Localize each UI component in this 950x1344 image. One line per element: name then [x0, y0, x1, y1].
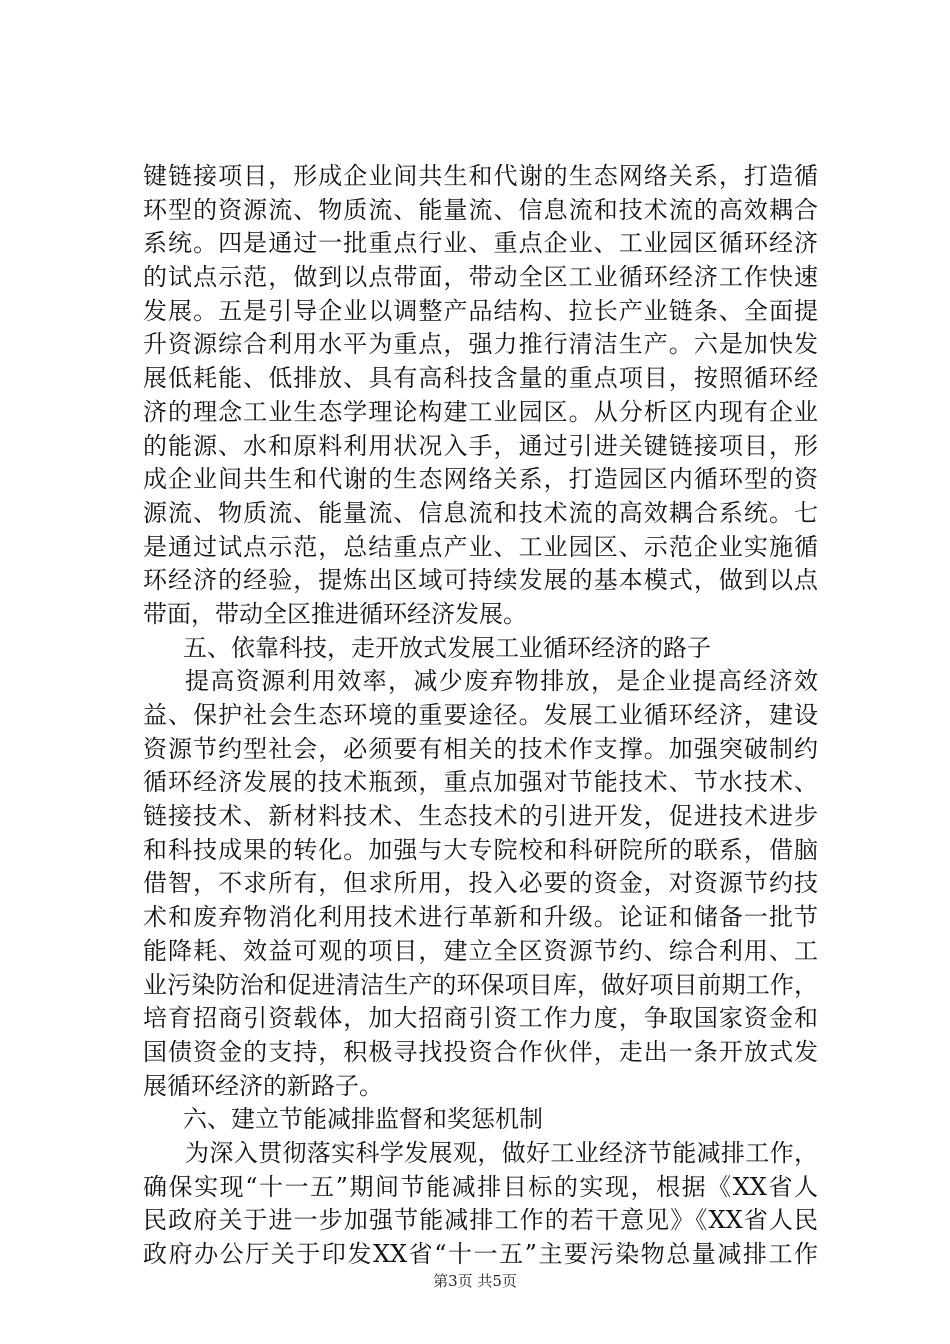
text-line: 能降耗、效益可观的项目，建立全区资源节约、综合利用、工	[143, 936, 818, 965]
text-line: 系统。四是通过一批重点行业、重点企业、工业园区循环经济	[143, 229, 818, 258]
section-heading-5: 五、依靠科技，走开放式发展工业循环经济的路子	[183, 633, 711, 662]
text-line: 环经济的经验，提炼出区域可持续发展的基本模式，做到以点	[143, 566, 818, 595]
text-line: 链接技术、新材料技术、生态技术的引进开发，促进技术进步	[143, 802, 818, 831]
text-line: 展低耗能、低排放、具有高科技含量的重点项目，按照循环经	[143, 364, 818, 393]
text-line: 民政府关于进一步加强节能减排工作的若干意见》《XX省人民	[143, 1206, 818, 1235]
text-line: 发展。五是引导企业以调整产品结构、拉长产业链条、全面提	[143, 296, 818, 325]
text-line: 和科技成果的转化。加强与大专院校和科研院所的联系，借脑	[143, 835, 818, 864]
text-line: 培育招商引资载体，加大招商引资工作力度，争取国家资金和	[143, 1004, 818, 1033]
document-body	[143, 160, 818, 1272]
page-number-footer: 第3页 共5页	[433, 1272, 517, 1290]
section-heading-6: 六、建立节能减排监督和奖惩机制	[183, 1105, 543, 1134]
text-line: 升资源综合利用水平为重点，强力推行清洁生产。六是加快发	[143, 330, 818, 359]
text-line: 的试点示范，做到以点带面，带动全区工业循环经济工作快速	[143, 263, 818, 292]
text-line: 成企业间共生和代谢的生态网络关系，打造园区内循环型的资	[143, 465, 818, 494]
paragraph-first-line: 提高资源利用效率，减少废弃物排放，是企业提高经济效	[185, 667, 818, 696]
text-line: 是通过试点示范，总结重点产业、工业园区、示范企业实施循	[143, 532, 818, 561]
text-line: 业污染防治和促进清洁生产的环保项目库，做好项目前期工作，	[143, 970, 818, 999]
text-line: 循环经济发展的技术瓶颈，重点加强对节能技术、节水技术、	[143, 768, 818, 797]
text-line: 国债资金的支持，积极寻找投资合作伙伴，走出一条开放式发	[143, 1037, 818, 1066]
text-line: 源流、物质流、能量流、信息流和技术流的高效耦合系统。七	[143, 498, 818, 527]
text-line: 政府办公厅关于印发XX省“十一五”主要污染物总量减排工作	[143, 1240, 818, 1268]
paragraph-first-line: 为深入贯彻落实科学发展观，做好工业经济节能减排工作，	[185, 1138, 818, 1167]
text-line: 环型的资源流、物质流、能量流、信息流和技术流的高效耦合	[143, 195, 818, 224]
text-line: 确保实现“十一五”期间节能减排目标的实现，根据《XX省人	[143, 1172, 818, 1201]
text-line: 资源节约型社会，必须要有相关的技术作支撑。加强突破制约	[143, 734, 818, 763]
text-line: 的能源、水和原料利用状况入手，通过引进关键链接项目，形	[143, 431, 818, 460]
text-line: 术和废弃物消化利用技术进行革新和升级。论证和储备一批节	[143, 903, 818, 932]
text-line: 带面，带动全区推进循环经济发展。	[143, 599, 527, 628]
text-line: 益、保护社会生态环境的重要途径。发展工业循环经济，建设	[143, 701, 818, 729]
text-line: 济的理念工业生态学理论构建工业园区。从分析区内现有企业	[143, 397, 818, 426]
text-line: 键链接项目，形成企业间共生和代谢的生态网络关系，打造循	[143, 162, 818, 190]
text-line: 展循环经济的新路子。	[143, 1071, 383, 1100]
text-line: 借智，不求所有，但求所用，投入必要的资金，对资源节约技	[143, 869, 818, 898]
